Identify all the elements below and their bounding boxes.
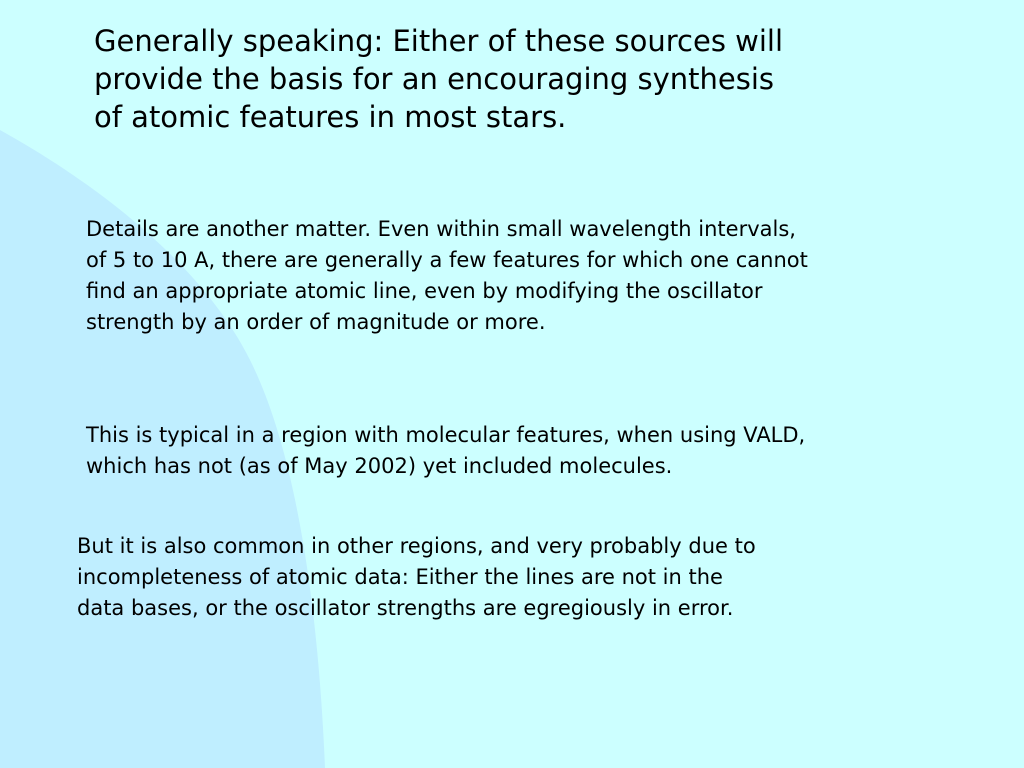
paragraph-details: Details are another matter. Even within small wavelength intervals, of 5 to 10 A, there are generally a few features for which one cannot find an appropriate atomic line, even by modifying the oscillator strength by an order of magnitude or more. bbox=[86, 217, 808, 334]
paragraph-molecular-features: This is typical in a region with molecular features, when using VALD, which has not (as of May 2002) yet included molecules. bbox=[86, 423, 806, 478]
slide-title: Generally speaking: Either of these sources will provide the basis for an encouraging synthesis of atomic features in most stars. bbox=[94, 24, 784, 134]
paragraph-atomic-data: But it is also common in other regions, and very probably due to incompleteness of atomic data: Either the lines are not in the data bases, or the oscillator strengths are egregiously in error. bbox=[77, 534, 756, 620]
